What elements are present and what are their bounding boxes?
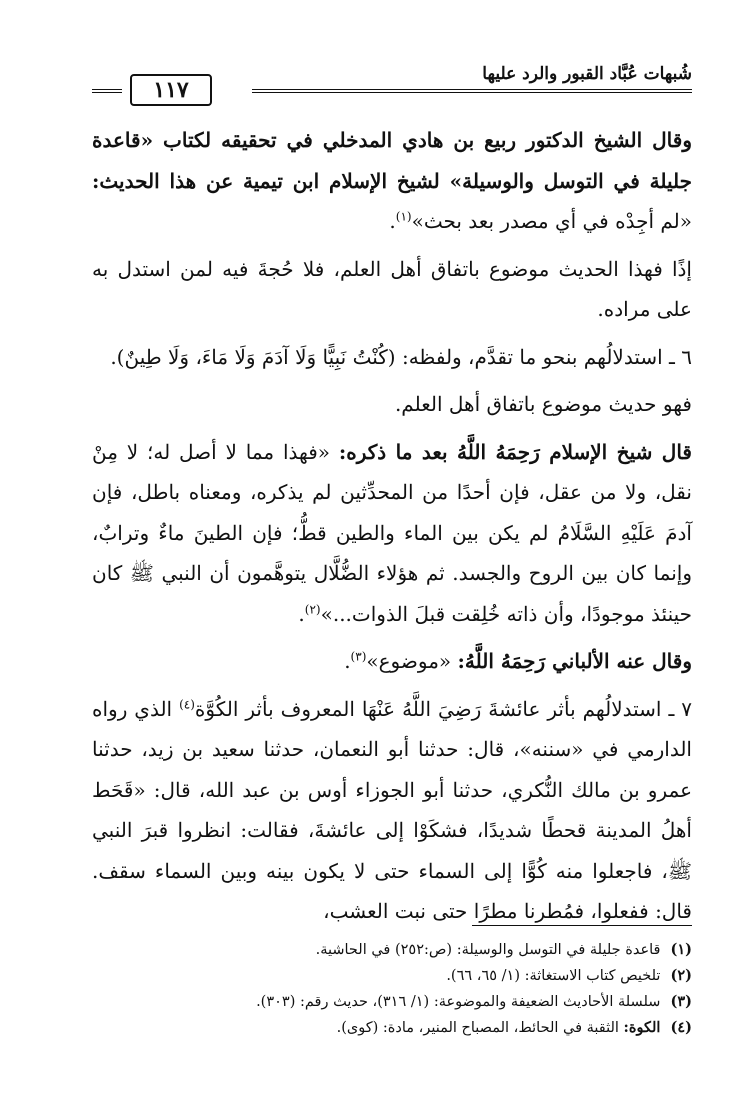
paragraph-tail: . [298,601,305,626]
footnote-4 [92,1015,692,1041]
footnote-number: (٢) [670,967,692,984]
paragraph-text: فهو حديث موضوع باتفاق أهل العلم. [394,392,692,416]
paragraph-4 [92,384,692,425]
paragraph-tail: . [344,649,351,673]
footnote-3 [92,989,692,1015]
footnote-ref[interactable]: (١) [395,209,412,224]
paragraph-2 [92,249,692,330]
paragraph-7 [92,689,692,932]
footnote-number: (١) [670,941,692,958]
footnote-1 [92,937,692,963]
page-number: ١١٧ [130,74,212,106]
paragraph-lead: وقال الشيخ الدكتور ربيع بن هادي المدخلي في تحقيقه لكتاب «قاعدة جليلة في التوسل والوسيلة» لشيخ الإسلام ابن تيمية عن هذا الحديث: [92,128,692,193]
paragraph-3 [92,337,692,378]
footnote-separator [472,925,692,926]
footnote-number: (٣) [670,993,692,1010]
paragraph-text: إذًا فهذا الحديث موضوع باتفاق أهل العلم، فلا حُجةَ فيه لمن استدل به على مراده. [92,256,692,321]
paragraph-lead: وقال عنه الألباني رَحِمَهُ اللَّهُ: [457,649,692,673]
paragraph-text: «لم أجِدْه في أي مصدر بعد بحث» [411,209,692,233]
footnote-number: (٤) [670,1019,692,1036]
footnote-ref[interactable]: (٣) [350,649,367,664]
body-text [92,120,692,939]
footnote-ref[interactable]: (٤) [179,696,195,711]
footnote-ref[interactable]: (٢) [304,601,321,616]
paragraph-text: «موضوع» [366,649,458,673]
header-rule-short [92,89,122,93]
paragraph-tail: . [389,209,396,233]
footnote-text: الثقبة في الحائط، المصباح المنير، مادة: (كوى). [336,1020,624,1036]
paragraph-text: ٦ ـ استدلالُهم بنحو ما تقدَّم، ولفظه: (كُنْتُ نَبِيًّا وَلَا آدَمَ وَلَا مَاءَ، وَلَا طِينٌ). [110,344,692,369]
page-header [92,58,692,106]
running-title: شُبهات عُبَّاد القبور والرد عليها [482,64,692,84]
footnote-term: الكوة: [623,1019,661,1036]
paragraph-tail: الذي رواه الدارمي في «سننه»، قال: حدثنا أبو النعمان، حدثنا سعيد بن زيد، حدثنا عمرو بن مالك النُّكري، حدثنا أبو الجوزاء أوس بن عبد الله، قال: «قَحَط أهلُ المدينة قحطًا شديدًا، فشكَوْا إلى عائشةَ، فقالت: انظروا قبرَ النبي ﷺ، فاجعلوا منه كُوًّا إلى السماء حتى لا يكون بينه وبين السماء سقف. قال: ففعلوا، فمُطرنا مطرًا حتى نبت العشب، [92,696,692,923]
paragraph-text: ٧ ـ استدلالُهم بأثر عائشةَ رَضِيَ اللَّهُ عَنْهَا المعروف بأثر الكُوَّة [194,696,693,721]
footnote-text: تلخيص كتاب الاستغاثة: (١/ ٦٥، ٦٦). [446,968,661,984]
footnote-2 [92,963,692,989]
footnote-text: قاعدة جليلة في التوسل والوسيلة: (ص:٢٥٢) في الحاشية. [315,942,661,958]
paragraph-text: «فهذا مما لا أصل له؛ لا مِنْ نقل، ولا من عقل، فإن أحدًا من المحدِّثين لم يذكره، ومعناه باطل، فإن آدمَ عَلَيْهِ السَّلَامُ لم يكن بين الماء والطين قطُّ؛ فإن الطينَ ماءٌ وترابٌ، وإنما كان بين الروح والجسد. ثم هؤلاء الضُّلَّال يتوهَّمون أن النبي ﷺ كان حينئذ موجودًا، وأن ذاته خُلِقت قبلَ الذوات...» [92,439,692,626]
footnote-text: سلسلة الأحاديث الضعيفة والموضوعة: (١/ ٣١٦)، حديث رقم: (٣٠٣). [256,994,661,1010]
paragraph-5 [92,432,692,635]
footnotes [92,937,692,1041]
header-rule [252,89,692,93]
paragraph-6 [92,641,692,682]
paragraph-lead: قال شيخ الإسلام رَحِمَهُ اللَّهُ بعد ما ذكره: [338,439,692,464]
paragraph-1 [92,120,692,242]
